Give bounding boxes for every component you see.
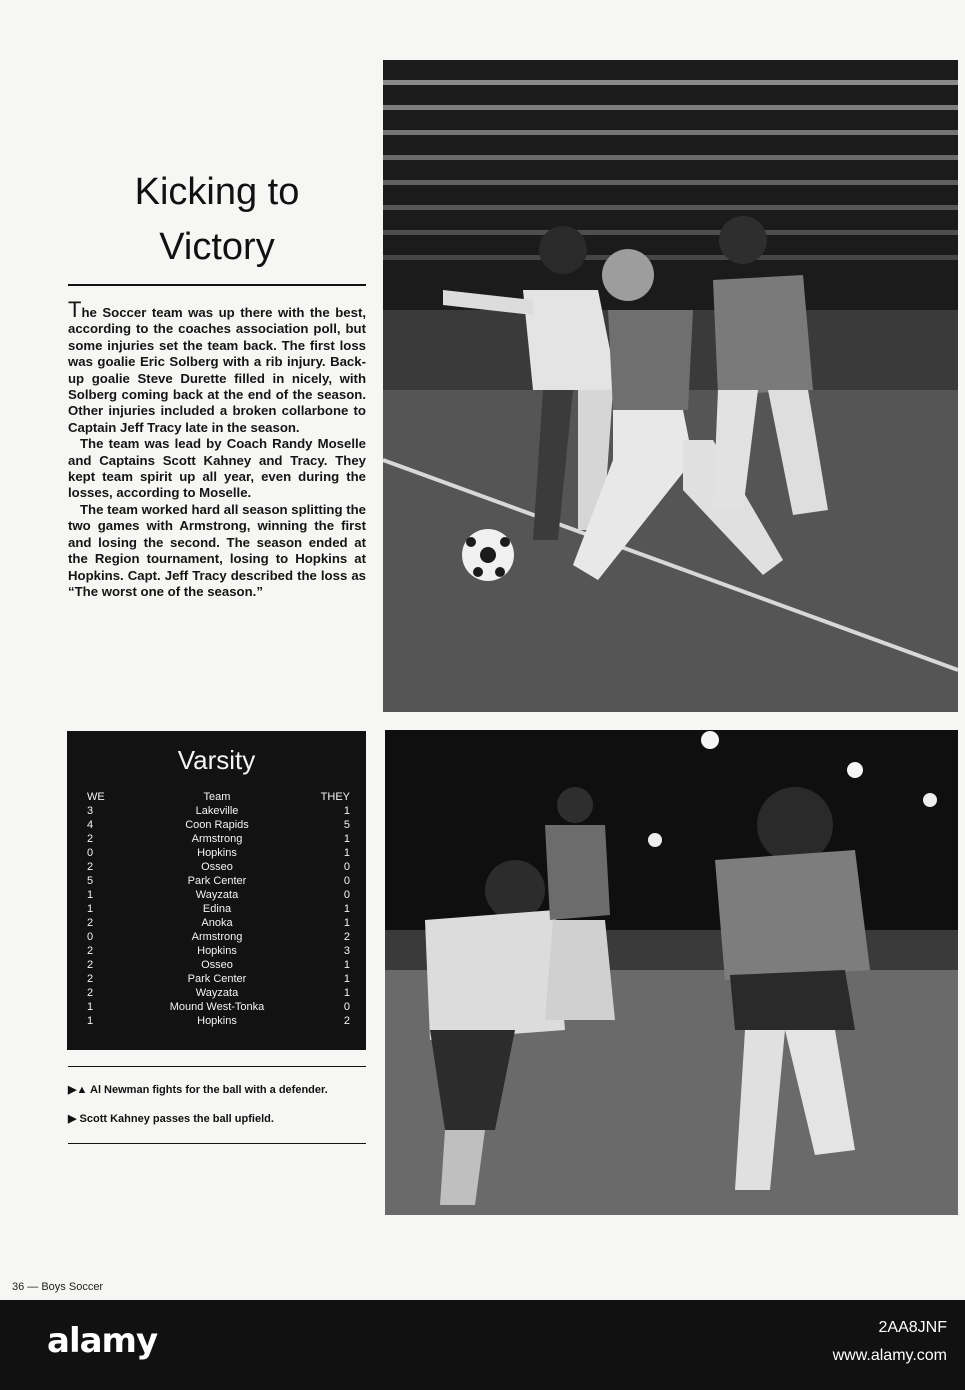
cell-we: 0 xyxy=(87,847,94,859)
cell-we: 3 xyxy=(87,805,94,817)
header-team: Team xyxy=(203,791,231,803)
cell-we: 2 xyxy=(87,833,94,845)
cell-we: 2 xyxy=(87,917,94,929)
cell-we: 1 xyxy=(87,889,94,901)
varsity-row xyxy=(67,818,366,832)
cell-team: Park Center xyxy=(187,973,247,985)
drop-cap: T xyxy=(68,297,82,322)
floodlight xyxy=(923,793,937,807)
cell-they: 1 xyxy=(343,959,350,971)
cell-they: 3 xyxy=(343,945,350,957)
pull-quote: “The worst one of the season.” xyxy=(68,583,263,599)
cell-they: 0 xyxy=(343,1001,350,1013)
paragraph-3-text: The team worked hard all season splitting the two games with Armstrong, winning the first and losing the second. The season ended at the Region tournament, losing to Hopkins at Hopkins. Capt. Jeff Tracy described the loss as xyxy=(68,501,366,583)
cell-we: 1 xyxy=(87,1015,94,1027)
varsity-row xyxy=(67,930,366,944)
cell-team: Park Center xyxy=(187,875,247,887)
article-body xyxy=(68,297,366,600)
paragraph-3 xyxy=(68,502,366,600)
cell-they: 1 xyxy=(343,973,350,985)
page-footer: 36 — Boys Soccer xyxy=(12,1281,104,1293)
cell-we: 2 xyxy=(87,973,94,985)
title-line-1: Kicking to xyxy=(134,171,300,213)
varsity-scoreboard xyxy=(67,731,366,1050)
title-rule xyxy=(68,284,366,286)
paragraph-2: The team was lead by Coach Randy Moselle and Captains Scott Kahney and Tracy. They kept team spirit up all year, even during the losses, according to Moselle. xyxy=(68,436,366,501)
cell-they: 2 xyxy=(343,931,350,943)
title-line-2: Victory xyxy=(159,226,275,268)
cell-they: 1 xyxy=(343,917,350,929)
paragraph-1-text: he Soccer team was up there with the best, according to the coaches association poll, but some injuries set the team back. The first loss was goalie Eric Solberg with a rib injury. Back-up goalie Steve Durette filled in nicely, with Solberg coming back at the end of the season. Other injuries included a broken collarbone to Captain Jeff Tracy late in the season. xyxy=(68,305,366,435)
varsity-row xyxy=(67,832,366,846)
cell-team: Armstrong xyxy=(191,931,243,943)
cell-they: 2 xyxy=(343,1015,350,1027)
cell-we: 2 xyxy=(87,959,94,971)
cell-they: 0 xyxy=(343,861,350,873)
cell-team: Lakeville xyxy=(195,805,239,817)
varsity-row xyxy=(67,916,366,930)
cell-they: 1 xyxy=(343,987,350,999)
image-id: 2AA8JNF xyxy=(878,1319,947,1336)
caption-top-rule xyxy=(68,1066,366,1067)
cell-team: Osseo xyxy=(201,861,233,873)
cell-team: Hopkins xyxy=(197,847,237,859)
cell-team: Anoka xyxy=(201,917,233,929)
bleachers xyxy=(383,60,958,310)
varsity-row xyxy=(67,860,366,874)
article-title xyxy=(68,165,366,275)
varsity-row xyxy=(67,986,366,1000)
cell-they: 0 xyxy=(343,875,350,887)
cell-they: 1 xyxy=(343,847,350,859)
photo-action-top xyxy=(383,60,958,712)
cell-they: 1 xyxy=(343,805,350,817)
varsity-title: Varsity xyxy=(177,745,256,775)
photo-action-bottom-graphic xyxy=(385,730,958,1215)
cell-team: Wayzata xyxy=(195,889,239,901)
varsity-row xyxy=(67,804,366,818)
cell-team: Osseo xyxy=(201,959,233,971)
paragraph-1 xyxy=(68,297,366,436)
floodlight xyxy=(648,833,662,847)
cell-team: Edina xyxy=(202,903,232,915)
cell-we: 1 xyxy=(87,903,94,915)
varsity-row xyxy=(67,1000,366,1014)
floodlight xyxy=(847,762,863,778)
header-they: THEY xyxy=(320,791,350,803)
cell-team: Hopkins xyxy=(197,945,237,957)
alamy-logo[interactable] xyxy=(47,1321,157,1361)
varsity-row xyxy=(67,972,366,986)
varsity-row xyxy=(67,1014,366,1028)
cell-they: 5 xyxy=(343,819,350,831)
varsity-row xyxy=(67,874,366,888)
cell-team: Hopkins xyxy=(197,1015,237,1027)
cell-we: 2 xyxy=(87,987,94,999)
cell-we: 0 xyxy=(87,931,94,943)
varsity-header-row xyxy=(67,790,366,804)
photo-action-bottom xyxy=(385,730,958,1215)
cell-team: Armstrong xyxy=(191,833,243,845)
caption-1: ▶▲ Al Newman fights for the ball with a defender. xyxy=(68,1084,328,1096)
cell-team: Wayzata xyxy=(195,987,239,999)
cell-we: 2 xyxy=(87,861,94,873)
cell-we: 2 xyxy=(87,945,94,957)
cell-they: 0 xyxy=(343,889,350,901)
varsity-row xyxy=(67,958,366,972)
cell-we: 5 xyxy=(87,875,94,887)
header-we: WE xyxy=(87,791,105,803)
varsity-row xyxy=(67,944,366,958)
varsity-row xyxy=(67,846,366,860)
cell-we: 1 xyxy=(87,1001,94,1013)
caption-2: ▶ Scott Kahney passes the ball upfield. xyxy=(68,1113,274,1125)
varsity-row xyxy=(67,902,366,916)
soccer-ball xyxy=(462,529,514,581)
cell-they: 1 xyxy=(343,903,350,915)
cell-we: 4 xyxy=(87,819,94,831)
cell-they: 1 xyxy=(343,833,350,845)
site-url[interactable]: www.alamy.com xyxy=(832,1347,947,1364)
photo-action-top-graphic xyxy=(383,60,958,712)
cell-team: Mound West-Tonka xyxy=(169,1001,265,1013)
varsity-row xyxy=(67,888,366,902)
caption-bottom-rule xyxy=(68,1143,366,1144)
floodlight xyxy=(701,731,719,749)
alamy-wordmark: alamy xyxy=(47,1321,158,1361)
cell-team: Coon Rapids xyxy=(185,819,249,831)
